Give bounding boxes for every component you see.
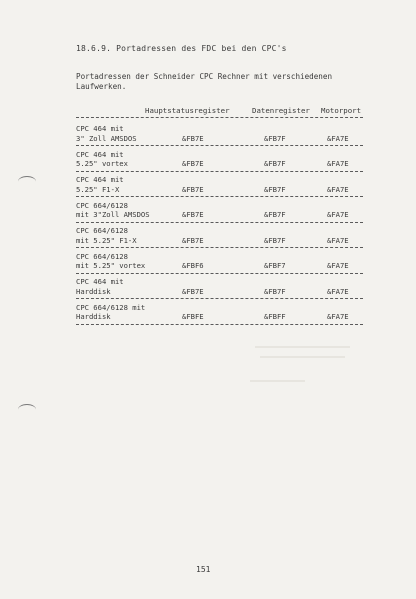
row-label-line: 5.25" vortex xyxy=(76,159,128,168)
table-rule xyxy=(76,145,363,146)
table-cell-daten: &FB7F xyxy=(264,235,286,245)
bleed-through-mark xyxy=(250,380,305,382)
row-label-line: mit 5.25" F1-X xyxy=(76,235,137,245)
table-cell-motor: &FA7E xyxy=(327,261,349,270)
table-cell-daten: &FB7F xyxy=(264,184,286,194)
table-cell-motor: &FA7E xyxy=(327,133,349,143)
row-label-line: CPC 664/6128 xyxy=(76,251,128,261)
row-label-line: CPC 464 mit xyxy=(76,124,124,133)
table-rule xyxy=(76,247,363,248)
row-label-line: CPC 664/6128 xyxy=(76,200,128,210)
intro-text xyxy=(76,72,376,92)
table-cell-motor: &FA7E xyxy=(327,286,349,296)
column-header-motorport: Motorport xyxy=(321,106,362,115)
row-label-line: 5.25" F1-X xyxy=(76,184,120,194)
table-cell-hauptstatus: &FB7E xyxy=(182,286,204,296)
row-label-line: 3" Zoll AMSDOS xyxy=(76,133,137,143)
table-row-label xyxy=(76,226,137,245)
table-row-label xyxy=(76,201,150,220)
table-cell-hauptstatus: &FB7E xyxy=(182,210,204,219)
table-cell-motor: &FA7E xyxy=(327,159,349,168)
table-rule xyxy=(76,298,363,299)
table-row-label xyxy=(76,252,145,271)
row-label-line: CPC 664/6128 mit xyxy=(76,302,146,312)
column-header-hauptstatusregister: Hauptstatusregister xyxy=(145,106,230,115)
table-cell-daten: &FB7F xyxy=(264,210,286,219)
table-rule xyxy=(76,273,363,274)
page-number: 151 xyxy=(196,565,211,574)
intro-line: Laufwerken. xyxy=(76,82,127,91)
table-cell-daten: &FB7F xyxy=(264,133,286,143)
row-label-line: mit 5.25" vortex xyxy=(76,261,146,270)
row-label-line: Harddisk xyxy=(76,286,111,296)
row-label-line: CPC 464 mit xyxy=(76,277,124,286)
section-heading: 18.6.9. Portadressen des FDC bei den CPC's xyxy=(76,44,287,53)
table-cell-hauptstatus: &FBF6 xyxy=(182,261,204,270)
intro-line: Portadressen der Schneider CPC Rechner mit verschiedenen xyxy=(76,72,333,81)
row-label-line: Harddisk xyxy=(76,312,111,321)
punch-hole-mark xyxy=(18,176,36,187)
table-cell-motor: &FA7E xyxy=(327,210,349,219)
table-cell-motor: &FA7E xyxy=(327,184,349,194)
row-label-line: mit 3"Zoll AMSDOS xyxy=(76,210,150,219)
table-rule xyxy=(76,196,363,197)
table-rule xyxy=(76,171,363,172)
table-cell-hauptstatus: &FB7E xyxy=(182,159,204,168)
table-cell-daten: &FBFF xyxy=(264,312,286,321)
row-label-line: CPC 664/6128 xyxy=(76,226,128,235)
table-cell-daten: &FB7F xyxy=(264,286,286,296)
table-cell-hauptstatus: &FBFE xyxy=(182,312,204,321)
table-cell-hauptstatus: &FB7E xyxy=(182,235,204,245)
table-row-label xyxy=(76,277,124,296)
table-rule xyxy=(76,117,363,118)
table-row-label xyxy=(76,124,137,143)
table-row-label xyxy=(76,175,124,194)
table-rule xyxy=(76,222,363,223)
punch-hole-mark xyxy=(18,404,36,415)
table-rule xyxy=(76,324,363,325)
column-header-datenregister: Datenregister xyxy=(252,106,310,115)
row-label-line: CPC 464 mit xyxy=(76,175,124,184)
table-row-label xyxy=(76,150,128,169)
table-cell-motor: &FA7E xyxy=(327,235,349,245)
row-label-line: CPC 464 mit xyxy=(76,149,124,159)
table-cell-hauptstatus: &FB7E xyxy=(182,133,204,143)
table-cell-daten: &FB7F xyxy=(264,159,286,168)
table-row-label xyxy=(76,303,145,322)
table-cell-hauptstatus: &FB7E xyxy=(182,184,204,194)
bleed-through-mark xyxy=(260,356,345,358)
table-cell-daten: &FBF7 xyxy=(264,261,286,270)
table-cell-motor: &FA7E xyxy=(327,312,349,321)
bleed-through-mark xyxy=(255,346,350,348)
